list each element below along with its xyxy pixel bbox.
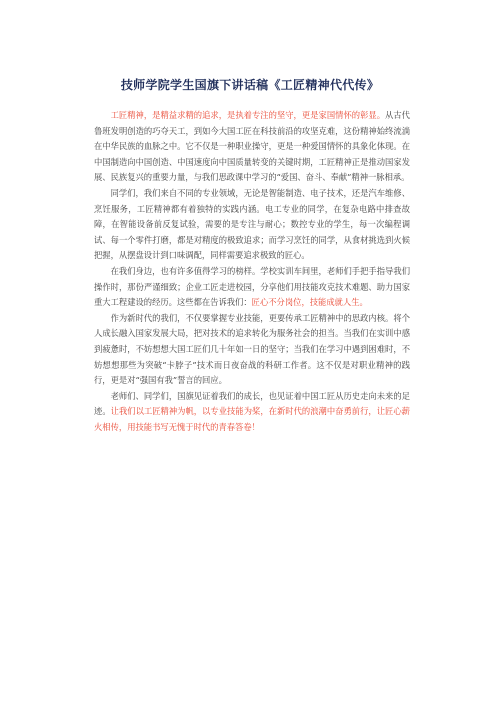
paragraph-text: 同学们，我们来自不同的专业领域，无论是智能制造、电子技术，还是汽车维修、烹饪服务，工匠精神都有着独特的实践内涵。电工专业的同学，在复杂电路中排查故障，在智能设备前反复试验，需要的是专注与耐心；数控专业的学生，每一次编程调试、每一个零件打磨，都是对精度的极致追求；而学习烹饪的同学，从食材挑选到火候把握，从摆盘设计到口味调配，同样需要追求极致的匠心。 [94,187,410,261]
paragraph-4 [94,311,410,389]
paragraph-text: 作为新时代的我们，不仅要掌握专业技能，更要传承工匠精神中的思政内核。将个人成长融入国家发展大局，把对技术的追求转化为服务社会的担当。当我们在实训中感到疲惫时，不妨想想大国工匠们几十年如一日的坚守；当我们在学习中遇到困难时，不妨想想那些为突破“卡脖子”技术而日夜奋战的科研工作者。这不仅是对职业精神的践行，更是对“强国有我”誓言的回应。 [94,312,410,386]
paragraph-text: 在我们身边，也有许多值得学习的榜样。学校实训车间里，老师们手把手指导我们操作时，那份严谨细致；企业工匠走进校园，分享他们用技能攻克技术难题、助力国家重大工程建设的经历。这些都在告诉我们： [94,265,410,308]
paragraph-2 [94,186,410,264]
paragraph-text: 从古代鲁班发明创造的巧夺天工，到如今大国工匠在科技前沿的攻坚克难，这份精神始终流淌在中华民族的血脉之中。它不仅是一种职业操守，更是一种爱国情怀的具象化体现。在中国制造向中国创造、中国速度向中国质量转变的关键时期，工匠精神正是推动国家发展、民族复兴的重要力量，与我们思政课中学习的“爱国、奋斗、奉献”精神一脉相承。 [94,110,410,183]
speech-body [94,108,410,435]
paragraph-text: 老师们、同学们，国旗见证着我们的成长，也见证着中国工匠从历史走向未来的足迹。 [94,390,410,417]
paragraph-3 [94,264,410,311]
highlighted-text: 让我们以工匠精神为帆，以专业技能为桨，在新时代的浪潮中奋勇前行，让匠心薪火相传，用技能书写无愧于时代的青春答卷！ [94,406,410,432]
highlighted-text: 匠心不分岗位，技能成就人生。 [251,297,368,308]
highlighted-text: 工匠精神，是精益求精的追求，是执着专注的坚守，更是家国情怀的彰显。 [110,110,386,120]
paragraph-1 [94,108,410,186]
paragraph-5 [94,389,410,436]
document-title: 技师学院学生国旗下讲话稿《工匠精神代代传》 [120,78,380,92]
